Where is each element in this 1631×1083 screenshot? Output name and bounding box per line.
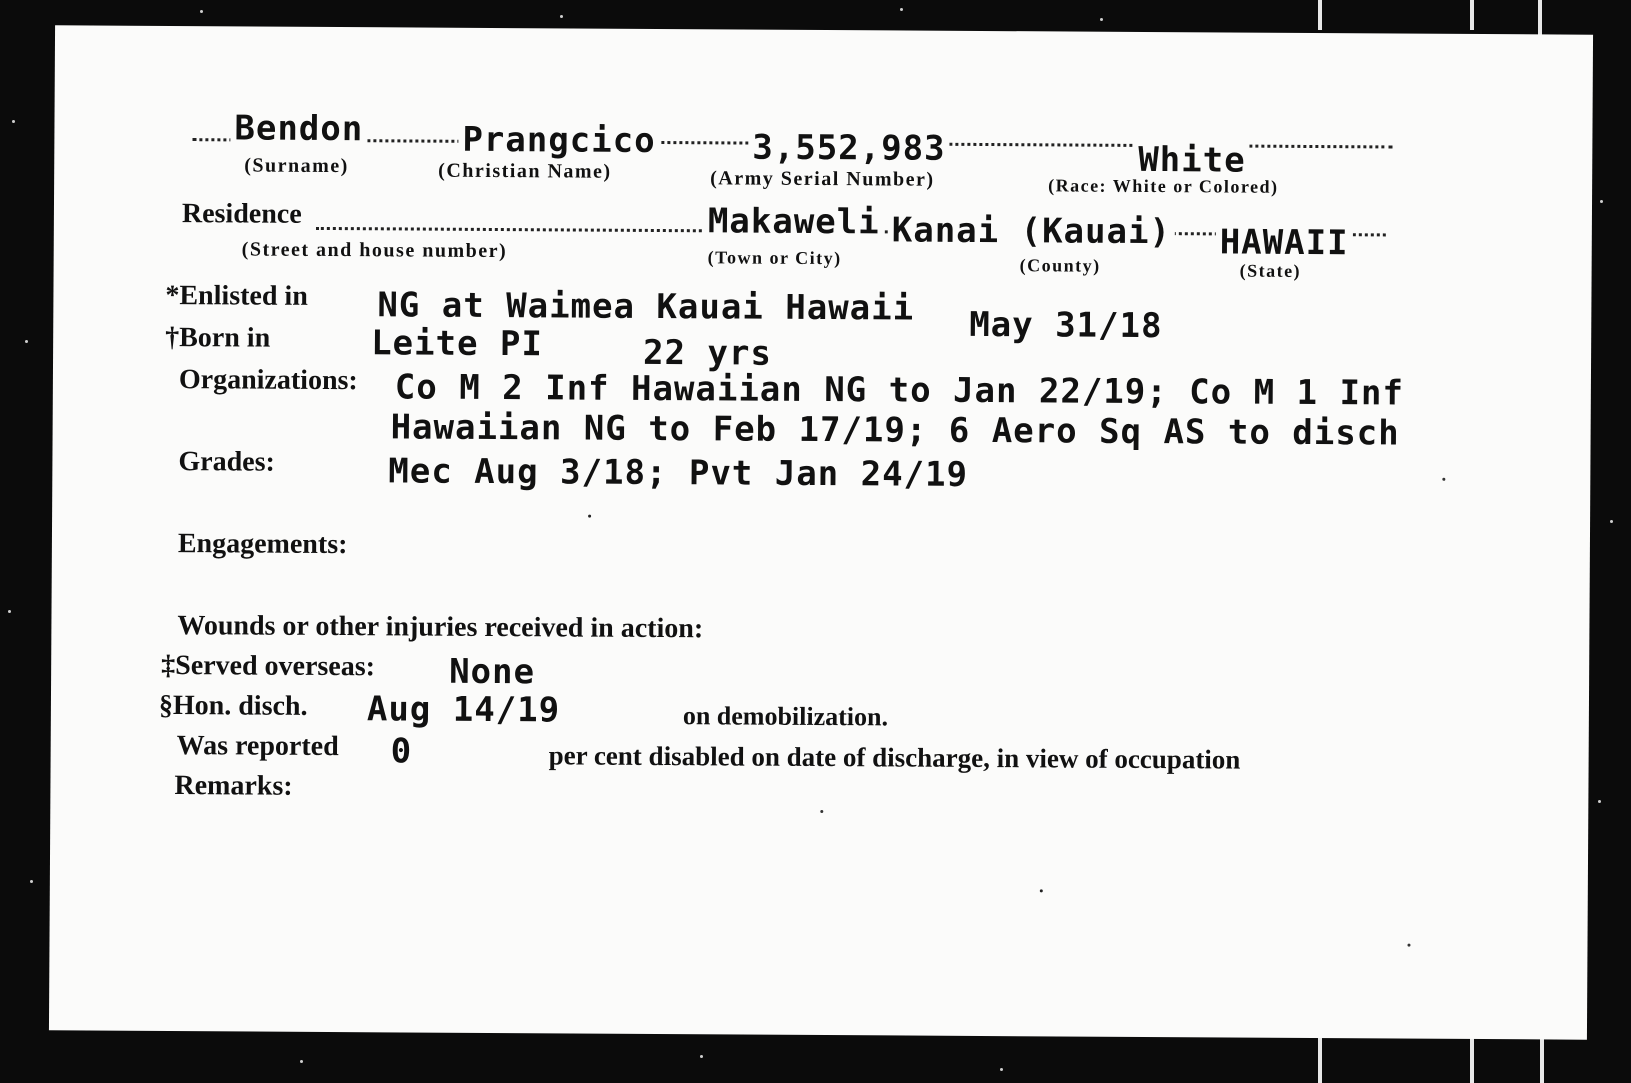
speck xyxy=(588,515,591,518)
race-caption: (Race: White or Colored) xyxy=(1048,175,1279,197)
enlisted-label: *Enlisted in xyxy=(165,279,308,312)
street-caption: (Street and house number) xyxy=(241,238,508,263)
grades-label: Grades: xyxy=(178,446,275,478)
town-caption: (Town or City) xyxy=(707,247,842,269)
engagements-label: Engagements: xyxy=(177,528,348,561)
speck xyxy=(1407,944,1410,947)
speck xyxy=(820,810,823,813)
wounds-label: Wounds or other injuries received in action: xyxy=(177,610,704,645)
army-serial-number-value: 3,552,983 xyxy=(748,128,949,169)
residence-county-value: Kanai (Kauai) xyxy=(888,210,1175,252)
surname-value: Bendon xyxy=(230,108,367,149)
residence-state-value: HAWAII xyxy=(1216,222,1353,263)
grades-value: Mec Aug 3/18; Pvt Jan 24/19 xyxy=(388,451,969,495)
enlisted-date: May 31/18 xyxy=(969,304,1163,347)
disability-suffix: per cent disabled on date of discharge, in view of occupation xyxy=(548,740,1241,775)
state-caption: (State) xyxy=(1239,260,1302,281)
organizations-line-2: Hawaiian NG to Feb 17/19; 6 Aero Sq AS to disch xyxy=(390,407,1400,454)
christian-name-value: Prangcico xyxy=(458,120,659,161)
served-overseas-value: None xyxy=(449,651,536,693)
residence-town-value: Makaweli xyxy=(704,201,884,242)
service-record-card xyxy=(49,25,1593,1039)
hon-disch-date: Aug 14/19 xyxy=(366,689,561,731)
served-overseas-label: ‡Served overseas: xyxy=(161,649,376,683)
born-age: 22 yrs xyxy=(642,332,773,374)
hon-disch-label: §Hon. disch. xyxy=(158,689,308,722)
christian-name-caption: (Christian Name) xyxy=(438,159,612,183)
born-label: †Born in xyxy=(165,321,271,354)
speck xyxy=(1442,478,1445,481)
enlisted-value: NG at Waimea Kauai Hawaii xyxy=(377,285,915,329)
born-place: Leite PI xyxy=(371,323,544,365)
race-value: White xyxy=(1134,140,1250,181)
remarks-label: Remarks: xyxy=(174,770,293,802)
disability-label: Was reported xyxy=(176,730,339,763)
residence-label: Residence xyxy=(182,198,306,231)
hon-disch-suffix: on demobilization. xyxy=(682,701,889,732)
county-caption: (County) xyxy=(1019,255,1101,276)
surname-caption: (Surname) xyxy=(244,154,349,178)
army-serial-caption: (Army Serial Number) xyxy=(710,167,935,191)
organizations-label: Organizations: xyxy=(178,364,358,397)
speck xyxy=(1040,889,1043,892)
organizations-line-1: Co M 2 Inf Hawaiian NG to Jan 22/19; Co M 1 Inf xyxy=(394,367,1405,414)
disability-value: 0 xyxy=(390,731,413,772)
